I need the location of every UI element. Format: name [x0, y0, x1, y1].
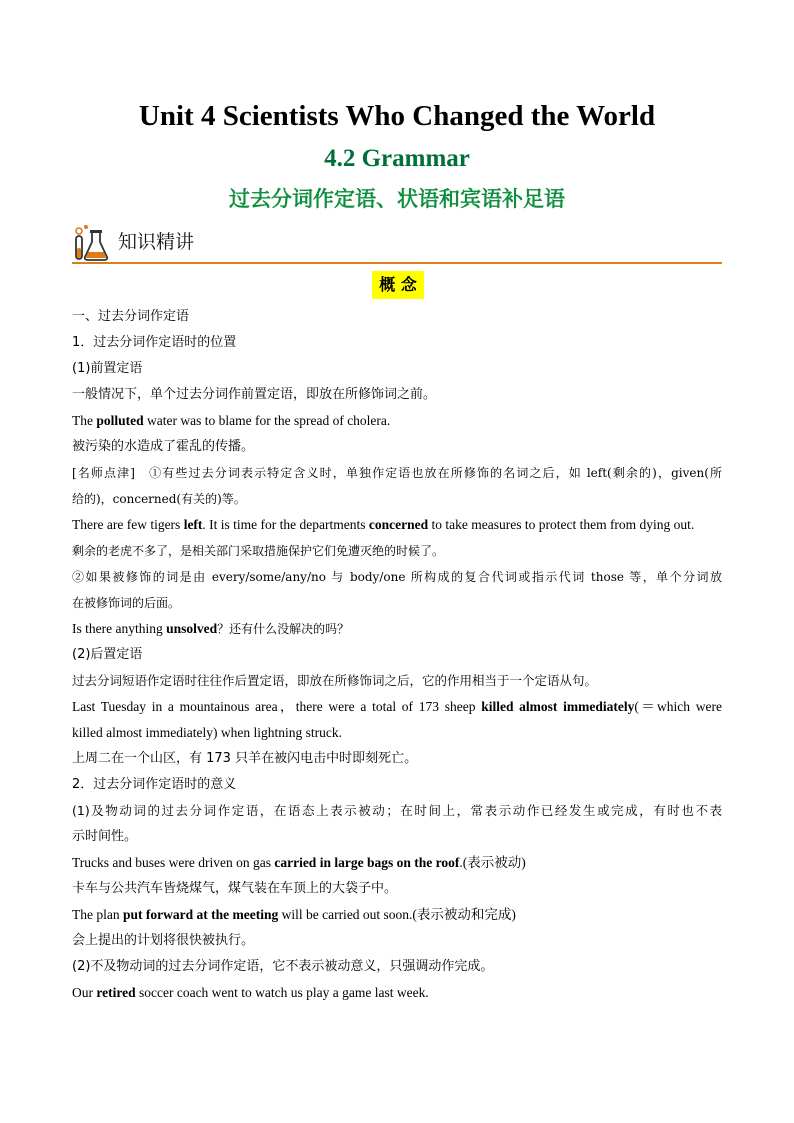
example-translation: 被污染的水造成了霍乱的传播。	[72, 439, 255, 454]
rule-transitive-cont: 示时间性。	[72, 829, 138, 844]
example-sentence: Our retired soccer coach went to watch us play a game last week.	[72, 985, 429, 1000]
heading-position: 1．过去分词作定语时的位置	[72, 335, 237, 350]
page-title: Unit 4 Scientists Who Changed the World	[138, 100, 656, 132]
example-sentence: Last Tuesday in a mountainous area，there were a total of 173 sheep killed almost immediately(＝which were	[72, 699, 722, 714]
heading-meaning: 2．过去分词作定语时的意义	[72, 777, 237, 792]
example-sentence: The polluted water was to blame for the spread of cholera.	[72, 413, 391, 428]
concept-heading: 概 念	[372, 271, 424, 299]
document-body	[72, 304, 722, 1006]
page-subtitle: 4.2 Grammar	[324, 145, 470, 172]
example-translation: 上周二在一个山区，有 173 只羊在被闪电击中时即刻死亡。	[72, 751, 418, 766]
example-sentence: There are few tigers left. It is time for the departments concerned to take measures to protect them from dying out.	[72, 517, 695, 532]
rule-transitive: (1)及物动词的过去分词作定语，在语态上表示被动；在时间上，常表示动作已经发生或完成，有时也不表	[72, 803, 722, 818]
section-label: 知识精讲	[118, 231, 195, 253]
tip-note-cont: 在被修饰词的后面。	[72, 596, 181, 610]
example-translation: 剩余的老虎不多了，是相关部门采取措施保护它们免遭灭绝的时候了。	[72, 544, 445, 558]
example-sentence-cont: killed almost immediately) when lightning struck.	[72, 725, 342, 740]
example-sentence: Is there anything unsolved？还有什么没解决的吗？	[72, 621, 350, 636]
label-post-attribute: (2)后置定语	[72, 647, 143, 662]
rule-intransitive: (2)不及物动词的过去分词作定语，它不表示被动意义，只强调动作完成。	[72, 959, 494, 974]
rule-post-attribute: 过去分词短语作定语时往往作后置定语，即放在所修饰词之后，它的作用相当于一个定语从句。	[72, 673, 598, 688]
tip-note: [名师点津] ①有些过去分词表示特定含义时，单独作定语也放在所修饰的名词之后，如 left(剩余的)，given(所	[72, 466, 722, 480]
heading-section-1: 一、过去分词作定语	[72, 309, 190, 324]
lab-flask-icon	[72, 224, 112, 262]
example-sentence: The plan put forward at the meeting will be carried out soon.(表示被动和完成)	[72, 907, 516, 922]
tip-note: ②如果被修饰的词是由 every/some/any/no 与 body/one 所构成的复合代词或指示代词 those 等，单个分词放	[72, 570, 722, 584]
tip-note-cont: 给的)，concerned(有关的)等。	[72, 492, 246, 506]
example-sentence: Trucks and buses were driven on gas carried in large bags on the roof.(表示被动)	[72, 855, 526, 870]
label-pre-attribute: (1)前置定语	[72, 361, 143, 376]
rule-pre-attribute: 一般情况下，单个过去分词作前置定语，即放在所修饰词之前。	[72, 387, 437, 402]
section-banner	[72, 222, 722, 264]
example-translation: 会上提出的计划将很快被执行。	[72, 933, 255, 948]
example-translation: 卡车与公共汽车皆烧煤气，煤气装在车顶上的大袋子中。	[72, 881, 398, 896]
chinese-title: 过去分词作定语、状语和宾语补足语	[229, 187, 565, 211]
